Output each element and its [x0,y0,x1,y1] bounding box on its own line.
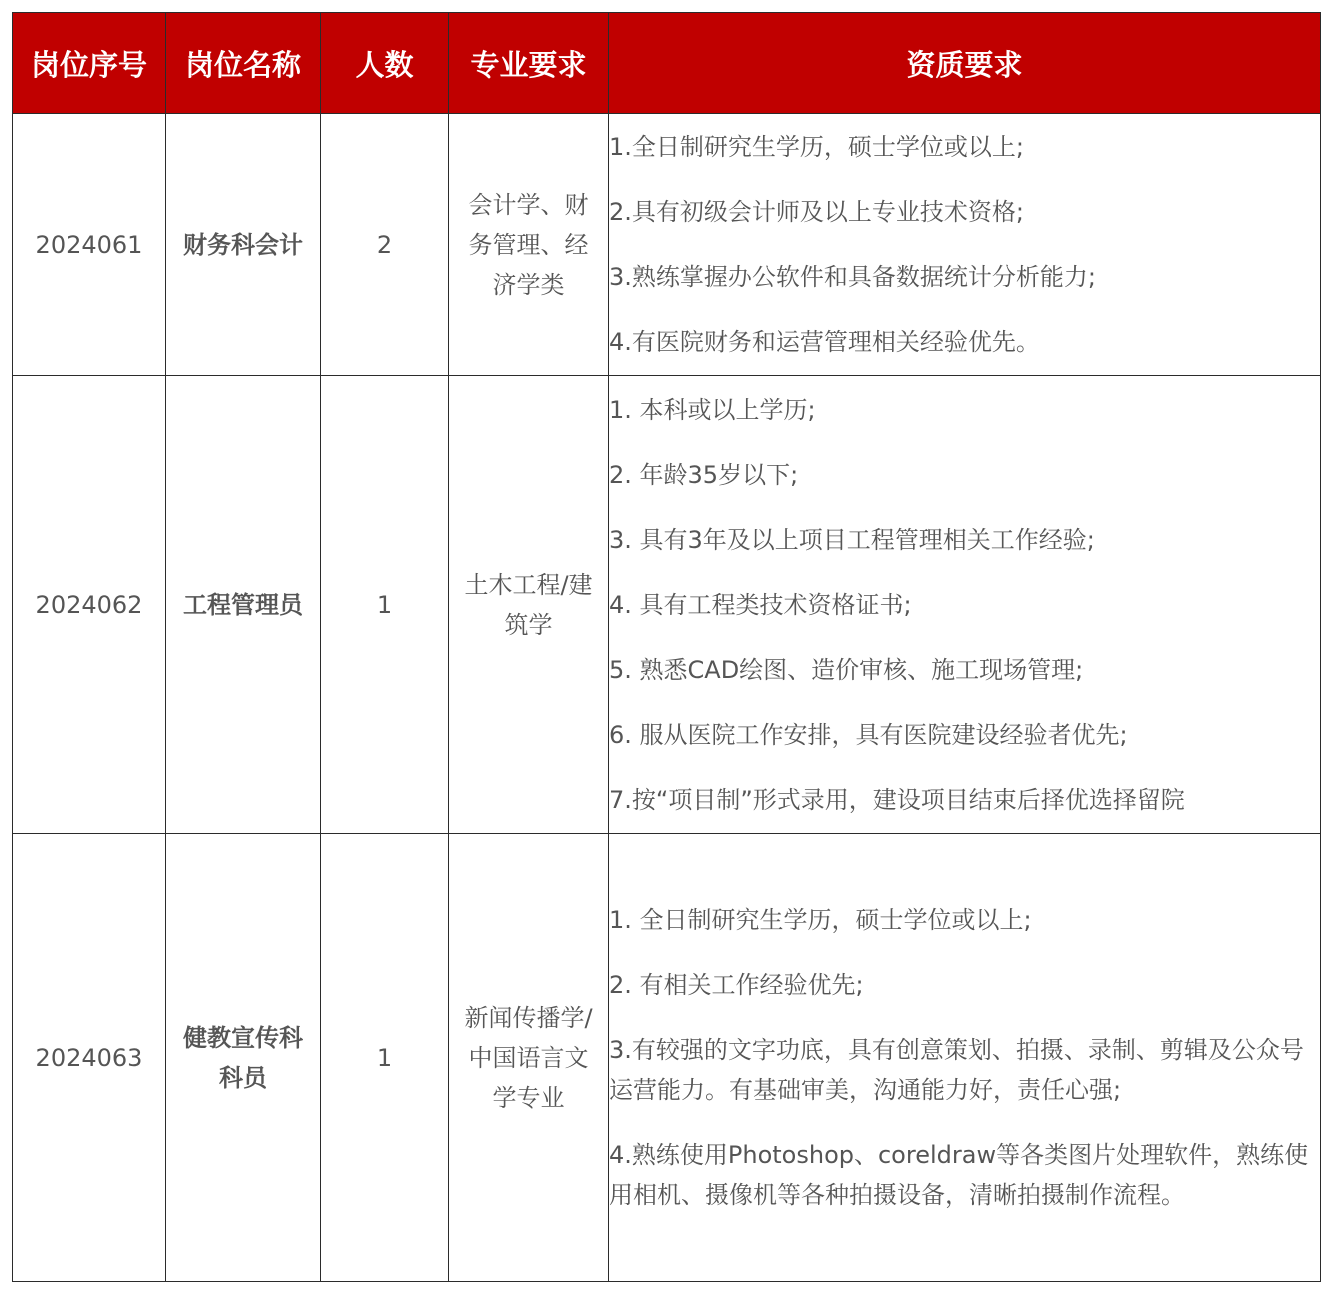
requirement-item: 3.有较强的文字功底，具有创意策划、拍摄、录制、剪辑及公众号运营能力。有基础审美，沟通能力好，责任心强; [609,1036,1304,1104]
qualification-requirements [609,114,1321,376]
major-requirement [449,376,609,834]
major-requirement [449,834,609,1282]
header-requirements: 资质要求 [609,13,1321,114]
position-title [166,834,321,1282]
major-line: 筑学 [504,610,553,639]
position-id: 2024062 [13,376,166,834]
requirement-item: 5. 熟悉CAD绘图、造价审核、施工现场管理; [609,655,1084,684]
job-table [12,12,1321,1282]
major-line: 务管理、经 [468,230,589,259]
major-line: 济学类 [492,270,565,299]
qualification-requirements [609,834,1321,1282]
position-title [166,114,321,376]
major-line: 学专业 [492,1083,565,1112]
table-row [13,114,1321,376]
requirement-item: 2. 有相关工作经验优先; [609,971,864,999]
headcount: 1 [321,376,449,834]
header-title: 岗位名称 [166,13,321,114]
requirement-item: 4.有医院财务和运营管理相关经验优先。 [609,328,1040,356]
position-title-line: 工程管理员 [183,590,303,619]
position-title-line: 财务科会计 [183,230,303,259]
table-row [13,834,1321,1282]
qualification-requirements [609,376,1321,834]
requirement-item: 3.熟练掌握办公软件和具备数据统计分析能力; [609,263,1096,291]
requirement-item: 3. 具有3年及以上项目工程管理相关工作经验; [609,525,1095,554]
header-major: 专业要求 [449,13,609,114]
major-line: 会计学、财 [468,190,589,219]
major-line: 中国语言文 [468,1043,589,1072]
major-line: 新闻传播学/ [464,1003,593,1032]
position-id: 2024061 [13,114,166,376]
table-row [13,376,1321,834]
header-id: 岗位序号 [13,13,166,114]
major-line: 土木工程/建 [464,570,593,599]
requirement-item: 7.按“项目制”形式录用，建设项目结束后择优选择留院 [609,785,1185,814]
requirement-item: 6. 服从医院工作安排，具有医院建设经验者优先; [609,720,1128,749]
requirement-item: 1. 本科或以上学历; [609,395,816,424]
position-id: 2024063 [13,834,166,1282]
position-title-line: 健教宣传科 [183,1023,303,1052]
position-title-line: 科员 [219,1063,267,1092]
header-row [13,13,1321,114]
header-count: 人数 [321,13,449,114]
requirement-item: 1.全日制研究生学历，硕士学位或以上; [609,133,1024,161]
headcount: 1 [321,834,449,1282]
requirement-item: 4. 具有工程类技术资格证书; [609,590,912,619]
requirement-item: 2. 年龄35岁以下; [609,460,799,489]
position-title [166,376,321,834]
requirement-item: 4.熟练使用Photoshop、coreldraw等各类图片处理软件，熟练使用相机、摄像机等各种拍摄设备，清晰拍摄制作流程。 [609,1141,1309,1209]
headcount: 2 [321,114,449,376]
requirement-item: 2.具有初级会计师及以上专业技术资格; [609,198,1024,226]
requirement-item: 1. 全日制研究生学历，硕士学位或以上; [609,906,1032,934]
major-requirement [449,114,609,376]
